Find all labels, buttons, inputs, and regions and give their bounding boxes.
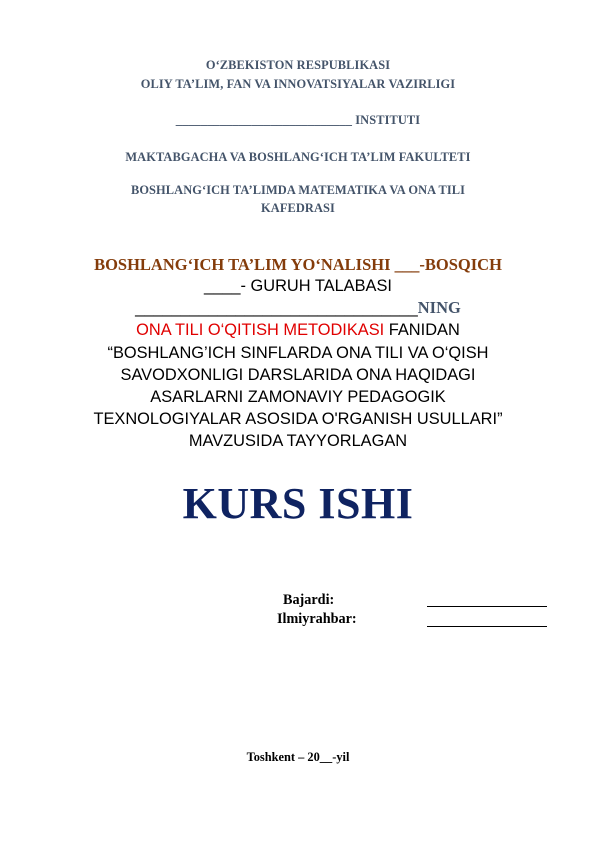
supervisor-signature-line (427, 626, 547, 627)
student-name-line (0, 298, 596, 318)
institute-blank: ____________________________ (175, 113, 353, 127)
topic-line-5: MAVZUSIDA TAYYORLAGAN (188, 432, 408, 450)
topic-line-2: SAVODXONLIGI DARSLARIDA ONA HAQIDAGI (120, 366, 476, 384)
student-name-blank: _______________________________ (135, 299, 418, 317)
subject-suffix: FANIDAN (384, 321, 460, 339)
institute-heading (0, 113, 596, 128)
topic-line-1: “BOSHLANG’ICH SINFLARDA ONA TILI VA O‘QISH (107, 344, 489, 362)
topic-line-3: ASARLARNI ZAMONAVIY PEDAGOGIK (150, 388, 446, 406)
faculty-heading: MAKTABGACHA VA BOSHLANG‘ICH TA’LIM FAKULTETI (125, 150, 471, 164)
subject-highlight: ONA TILI O‘QITISH METODIKASI (136, 321, 385, 339)
department-heading-line2: KAFEDRASI (261, 201, 335, 215)
country-heading: O‘ZBEKISTON RESPUBLIKASI (205, 58, 391, 72)
document-title: KURS ISHI (182, 479, 414, 528)
subject-line (0, 321, 596, 340)
institute-label: INSTITUTI (352, 113, 421, 127)
ministry-heading: OLIY TA’LIM, FAN VA INNOVATSIYALAR VAZIRLIGI (140, 77, 456, 91)
performer-signature-line (427, 606, 547, 607)
direction-line: BOSHLANG‘ICH TA’LIM YO‘NALISHI ___-BOSQICH (94, 255, 502, 274)
topic-line-4: TEXNOLOGIYALAR ASOSIDA O'RGANISH USULLARI” (93, 410, 503, 428)
city-year: Toshkent – 20__-yil (246, 750, 350, 764)
supervisor-label: Ilmiyrahbar: (277, 611, 357, 627)
group-line: ____- GURUH TALABASI (204, 277, 392, 295)
department-heading-line1: BOSHLANG‘ICH TA’LIMDA MATEMATIKA VA ONA TILI (130, 183, 466, 197)
performer-label: Bajardi: (283, 592, 335, 608)
student-name-suffix: NING (417, 298, 461, 317)
